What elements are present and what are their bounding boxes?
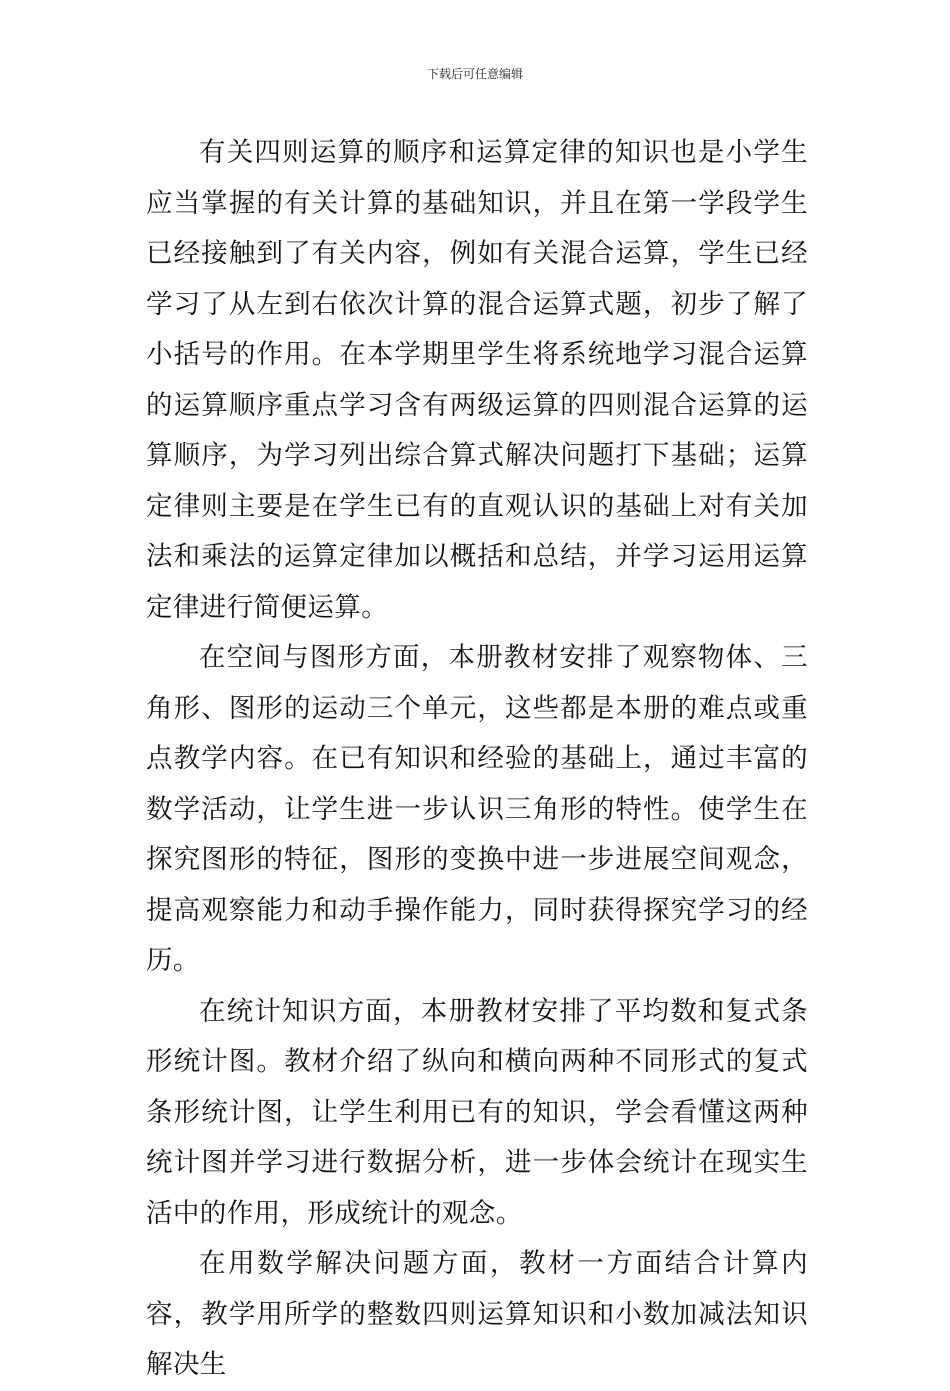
paragraph-arithmetic: 有关四则运算的顺序和运算定律的知识也是小学生应当掌握的有关计算的基础知识，并且在第一学段学生已经接触到了有关内容，例如有关混合运算，学生已经学习了从左到右依次计算的混合运算式题，初步了解了小括号的作用。在本学期里学生将系统地学习混合运算的运算顺序重点学习含有两级运算的四则混合运算的运算顺序，为学习列出综合算式解决问题打下基础；运算定律则主要是在学生已有的直观认识的基础上对有关加法和乘法的运算定律加以概括和总结，并学习运用运算定律进行简便运算。 (146, 137, 808, 623)
document-body (146, 128, 808, 1391)
paragraph-statistics: 在统计知识方面，本册教材安排了平均数和复式条形统计图。教材介绍了纵向和横向两种不同形式的复式条形统计图，让学生利用已有的知识，学会看懂这两种统计图并学习进行数据分析，进一步体会统计在现实生活中的作用，形成统计的观念。 (146, 995, 808, 1229)
page-header: 下载后可任意编辑 (426, 67, 523, 81)
paragraph-geometry: 在空间与图形方面，本册教材安排了观察物体、三角形、图形的运动三个单元，这些都是本册的难点或重点教学内容。在已有知识和经验的基础上，通过丰富的数学活动，让学生进一步认识三角形的特性。使学生在探究图形的特征，图形的变换中进一步进展空间观念，提高观察能力和动手操作能力，同时获得探究学习的经历。 (146, 642, 808, 976)
paragraph-problem-solving: 在用数学解决问题方面，教材一方面结合计算内容，教学用所学的整数四则运算知识和小数加减法知识解决生 (146, 1248, 808, 1380)
